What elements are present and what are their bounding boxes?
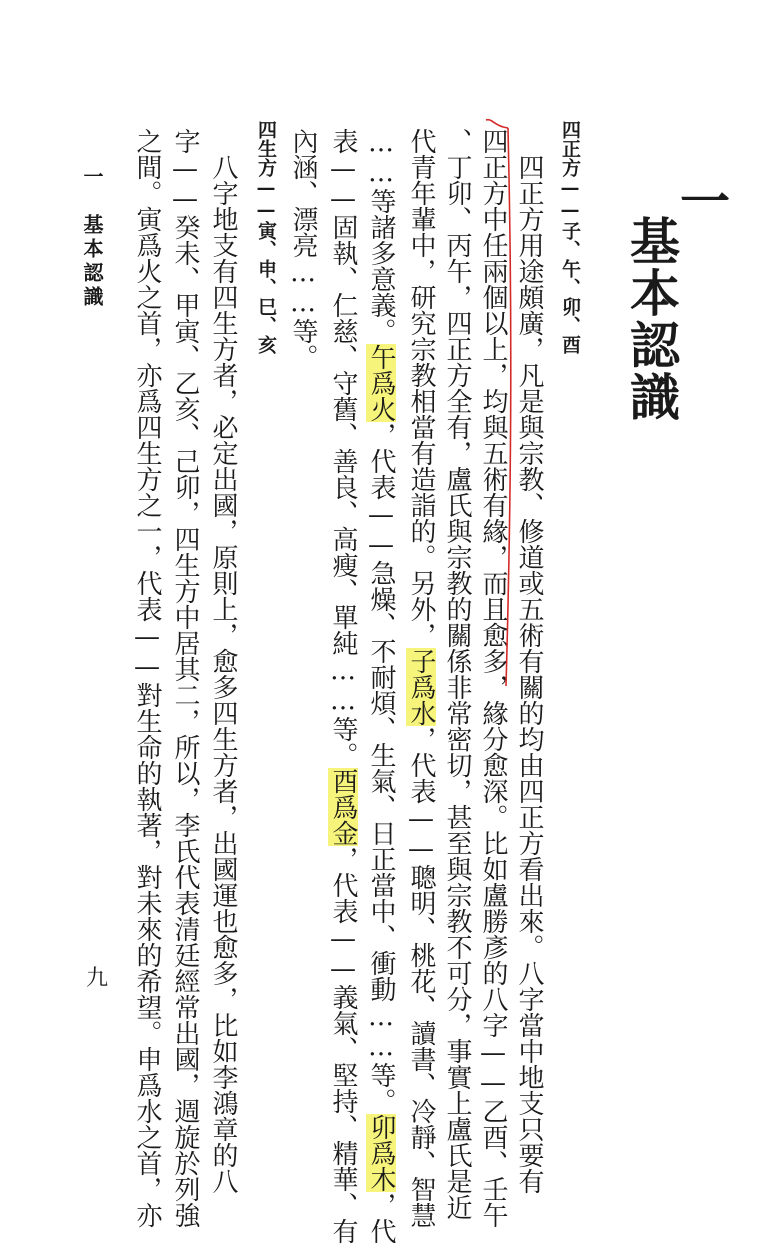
text-run: ，代表——聰明、桃花、讀書、冷靜、智慧	[406, 726, 436, 1228]
text-line: 八字地支有四生方者，必定出國，原則上，愈多四生方者，出國運也愈多，比如李鴻章的八	[208, 128, 238, 1194]
text-run: ，代	[366, 1192, 396, 1244]
section-heading-four-growth: 四生方——寅、申、巳、亥	[255, 120, 277, 354]
text-line	[368, 128, 394, 1244]
text-run: ，代表——急燥、不耐煩、生氣、日正當中、衝動……等。	[366, 422, 396, 1114]
highlighted-text: 子爲水	[406, 648, 436, 726]
highlighted-text: 卯爲木	[366, 1114, 396, 1192]
text-line	[408, 128, 434, 1228]
text-line: 字——癸未、甲寅、乙亥、己卯，四生方中居其二，所以，李氏代表清廷經常出國，週旋於列強	[170, 128, 200, 1228]
text-run: 表——固執、仁慈、守舊、善良、高瘦、單純……等。	[328, 128, 358, 768]
highlighted-text: 酉爲金	[328, 768, 358, 846]
section-heading-four-cardinal: 四正方——子、午、卯、酉	[559, 120, 581, 354]
chapter-name: 基本認識	[622, 215, 681, 423]
text-line: 四正方中任兩個以上，均與五術有緣，而且愈多，緣分愈深。比如盧勝彥的八字——乙酉、壬午	[478, 128, 508, 1228]
highlighted-text: 午爲火	[366, 344, 396, 422]
running-header: 一 基本認識	[80, 166, 104, 310]
text-run: ，代表——義氣、堅持、精華、有	[328, 846, 358, 1244]
text-line: 之間。寅爲火之首，亦爲四生方之一，代表——對生命的執著，對未來的希望。申爲水之首，亦	[132, 128, 162, 1228]
text-line: 四正方用途頗廣，凡是與宗教、修道或五術有關的均由四正方看出來。八字當中地支只要有	[514, 128, 544, 1194]
text-line: 、丁卯、丙午，四正方全有，盧氏與宗教的關係非常密切，甚至與宗教不可分，事實上盧氏是近	[442, 128, 472, 1220]
text-line: 內涵、漂亮……等。	[288, 128, 318, 370]
chapter-title	[622, 175, 731, 423]
text-run: ……等諸多意義。	[366, 128, 396, 344]
text-line	[330, 128, 356, 1244]
page-number: 九	[86, 966, 109, 991]
chapter-number: 一	[672, 175, 731, 227]
text-run: 代青年輩中，研究宗教相當有造詣的。另外，	[406, 128, 436, 648]
